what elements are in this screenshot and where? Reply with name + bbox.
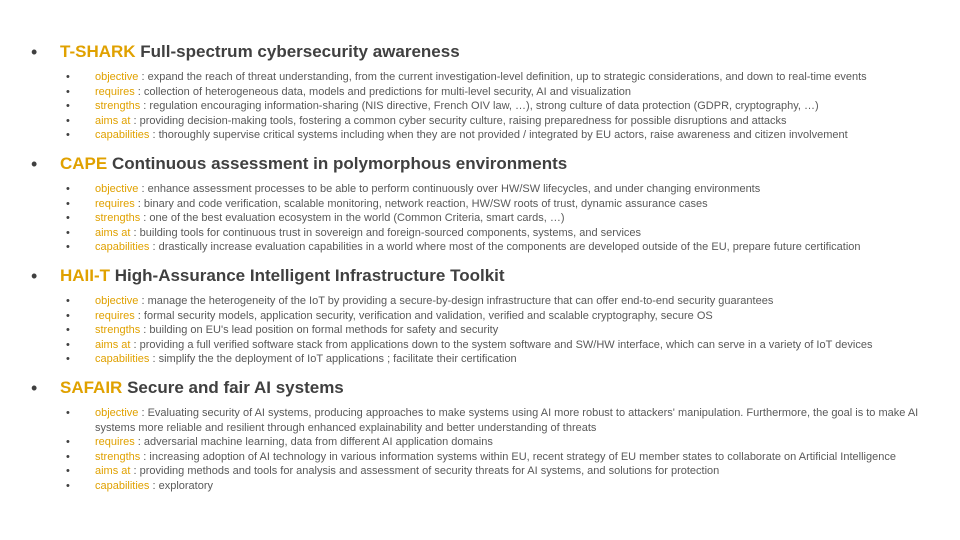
list-item: [0, 294, 960, 309]
section-heading: [0, 41, 960, 65]
section-title-text: High-Assurance Intelligent Infrastructure Toolkit: [110, 266, 505, 285]
item-text: : thoroughly supervise critical systems including when they are not provided / integrated by EU actors, raise awareness and citizen involvement: [149, 129, 848, 141]
item-key: objective: [95, 407, 139, 419]
section-cape: [0, 153, 960, 255]
item-key: objective: [95, 295, 139, 307]
item-key: objective: [95, 71, 139, 83]
item-key: strengths: [95, 100, 141, 112]
list-item: [0, 464, 960, 479]
bullet-icon: •: [66, 450, 70, 463]
item-key: objective: [95, 183, 139, 195]
list-item: [0, 211, 960, 226]
bullet-icon: •: [31, 154, 38, 174]
list-item: [0, 70, 960, 85]
list-item: [0, 323, 960, 338]
list-item: [0, 85, 960, 100]
item-key: requires: [95, 309, 135, 322]
bullet-icon: •: [66, 183, 70, 195]
bullet-icon: •: [66, 114, 70, 127]
list-item: [0, 99, 960, 114]
item-text: : providing a full verified software stack from applications down to the system software and SW/HW interface, which can serve in a variety of IoT devices: [130, 338, 873, 351]
bullet-icon: •: [66, 71, 70, 83]
list-item: [0, 240, 960, 255]
bullet-icon: •: [66, 100, 70, 112]
list-item: [0, 338, 960, 353]
item-text: : building on EU's lead position on formal methods for safety and security: [140, 324, 499, 336]
item-key: capabilities: [95, 241, 150, 253]
item-text: : regulation encouraging information-sharing (NIS directive, French OIV law, …), strong culture of data protection (GDPR, cryptography, …): [140, 100, 819, 112]
bullet-icon: •: [66, 197, 70, 210]
item-text: : providing methods and tools for analysis and assessment of security threats for AI systems, and solutions for protection: [130, 465, 720, 477]
section-title-text: Secure and fair AI systems: [122, 378, 344, 397]
bullet-icon: •: [66, 324, 70, 336]
item-key: strengths: [95, 212, 141, 224]
list-item: [0, 114, 960, 129]
section-title-text: Continuous assessment in polymorphous environments: [107, 154, 568, 173]
list-item: [0, 309, 960, 324]
bullet-icon: •: [31, 378, 38, 398]
bullet-icon: •: [66, 407, 70, 419]
item-text: : building tools for continuous trust in sovereign and foreign-sourced components, systems, and services: [130, 226, 642, 239]
list-item: [0, 182, 960, 197]
list-item: [0, 450, 960, 465]
item-text: : providing decision-making tools, fostering a common cyber security culture, raising preparedness for possible disruptions and attacks: [130, 114, 787, 127]
bullet-icon: •: [66, 85, 70, 98]
item-key: aims at: [95, 338, 131, 351]
bullet-icon: •: [66, 309, 70, 322]
item-key: aims at: [95, 465, 131, 477]
item-list: [0, 70, 960, 143]
item-key: strengths: [95, 324, 141, 336]
bullet-icon: •: [66, 465, 70, 477]
item-text: : simplify the the deployment of IoT applications ; facilitate their certification: [149, 353, 517, 365]
section-title: [60, 41, 460, 63]
section-safair: [0, 377, 960, 493]
item-key: requires: [95, 85, 135, 98]
section-haii-t: [0, 265, 960, 367]
item-text: : drastically increase evaluation capabilities in a world where most of the components are developed outside of the EU, prepare future certification: [149, 241, 861, 253]
section-heading: [0, 377, 960, 401]
list-item: [0, 128, 960, 143]
bullet-icon: •: [66, 129, 70, 141]
item-text: : exploratory: [149, 479, 214, 492]
section-heading: [0, 265, 960, 289]
item-text: : increasing adoption of AI technology in various information systems within EU, recent strategy of EU member states to collaborate on Artificial Intelligence: [140, 450, 896, 463]
section-acronym: HAII-T: [60, 266, 111, 285]
section-acronym: SAFAIR: [60, 378, 123, 397]
item-list: [0, 406, 960, 493]
bullet-icon: •: [66, 479, 70, 492]
bullet-icon: •: [31, 266, 38, 286]
bullet-icon: •: [31, 42, 38, 62]
list-item: [0, 479, 960, 494]
item-text: : manage the heterogeneity of the IoT by providing a secure-by-design infrastructure that can offer end-to-end security guarantees: [138, 295, 774, 307]
bullet-icon: •: [66, 212, 70, 224]
item-list: [0, 182, 960, 255]
item-text: : formal security models, application security, verification and validation, verified and scalable cryptography, secure OS: [134, 309, 713, 322]
item-text: : binary and code verification, scalable monitoring, network reaction, HW/SW roots of trust, dynamic assurance cases: [134, 197, 708, 210]
list-item: [0, 406, 960, 435]
section-title: [60, 153, 567, 175]
item-key: capabilities: [95, 353, 150, 365]
section-acronym: CAPE: [60, 154, 108, 173]
list-item: [0, 435, 960, 450]
item-key: requires: [95, 197, 135, 210]
item-text: : Evaluating security of AI systems, producing approaches to make systems using AI more robust to attackers' manipulation. Furthermore, the goal is to make AI systems more reliable and resilient through enhanced explainability and better understanding of threats: [95, 407, 919, 434]
section-heading: [0, 153, 960, 177]
item-key: strengths: [95, 450, 141, 463]
item-text: : one of the best evaluation ecosystem in the world (Common Criteria, smart cards, …): [140, 212, 565, 224]
section-t-shark: [0, 41, 960, 143]
list-item: [0, 226, 960, 241]
section-title: [60, 377, 344, 399]
item-list: [0, 294, 960, 367]
item-key: capabilities: [95, 129, 150, 141]
bullet-icon: •: [66, 338, 70, 351]
item-key: requires: [95, 436, 135, 448]
item-key: capabilities: [95, 479, 150, 492]
list-item: [0, 197, 960, 212]
section-title-text: Full-spectrum cybersecurity awareness: [135, 42, 460, 61]
item-text: : adversarial machine learning, data from different AI application domains: [134, 436, 493, 448]
bullet-icon: •: [66, 226, 70, 239]
list-item: [0, 352, 960, 367]
item-key: aims at: [95, 226, 131, 239]
bullet-icon: •: [66, 295, 70, 307]
bullet-icon: •: [66, 353, 70, 365]
section-title: [60, 265, 505, 287]
section-acronym: T-SHARK: [60, 42, 136, 61]
item-text: : enhance assessment processes to be able to perform continuously over HW/SW lifecycles, and under changing environments: [138, 183, 761, 195]
item-text: : collection of heterogeneous data, models and predictions for multi-level security, AI and visualization: [134, 85, 632, 98]
item-key: aims at: [95, 114, 131, 127]
bullet-icon: •: [66, 241, 70, 253]
item-text: : expand the reach of threat understanding, from the current investigation-level definition, up to strategic considerations, and down to real-time events: [138, 71, 867, 83]
bullet-icon: •: [66, 436, 70, 448]
